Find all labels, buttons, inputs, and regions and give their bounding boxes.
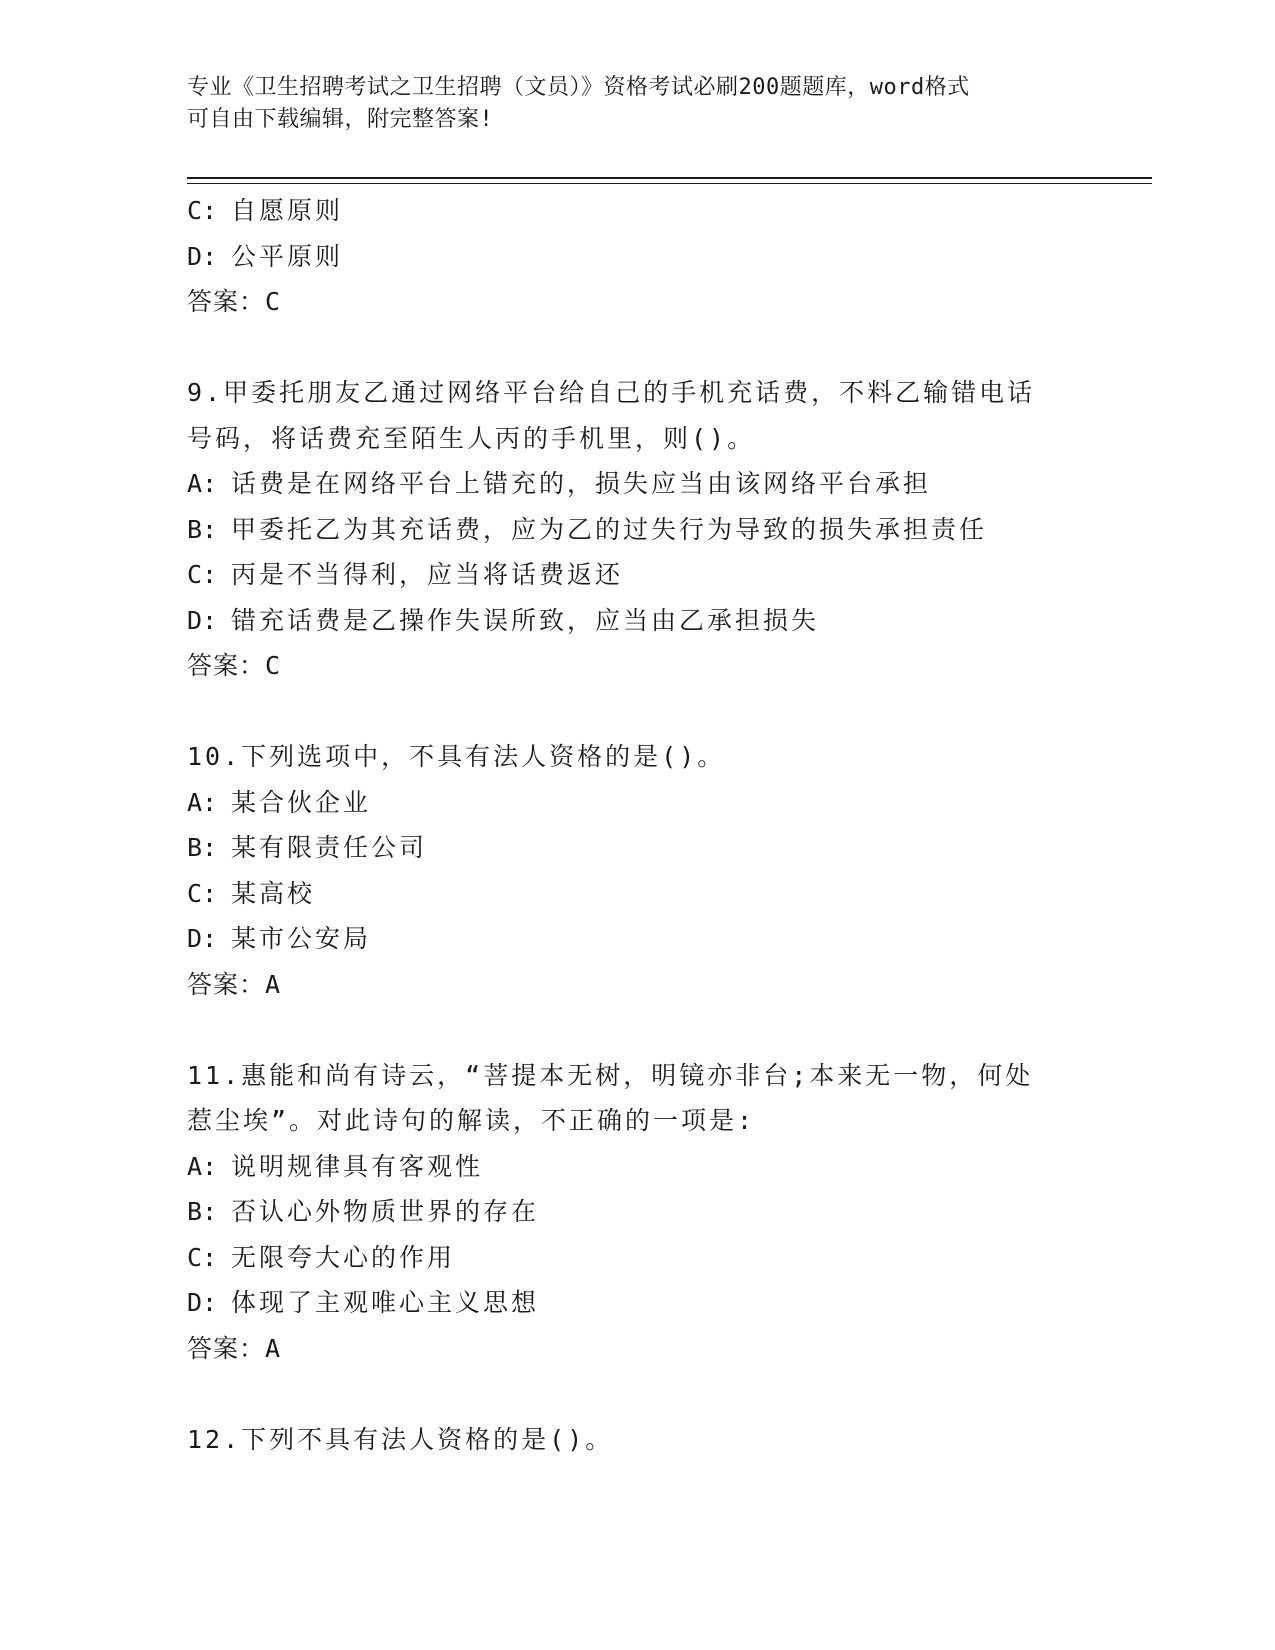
question-stem: 10.下列选项中，不具有法人资格的是()。 [187, 742, 726, 771]
question-block-11 [187, 1053, 1087, 1372]
answer-value: A [265, 969, 282, 999]
question-block-12 [187, 1417, 1087, 1463]
question-stem: 9.甲委托朋友乙通过网络平台给自己的手机充话费，不料乙输错电话 [187, 378, 1036, 407]
document-header [187, 72, 1067, 136]
question-list [187, 188, 1087, 1462]
option-d: D: 某市公安局 [187, 924, 372, 953]
option-c: C: 自愿原则 [187, 196, 344, 225]
option-b: B: 否认心外物质世界的存在 [187, 1197, 540, 1226]
answer-line: 答案：A [187, 1333, 282, 1363]
header-divider-thick [187, 177, 1152, 179]
question-stem: 11.惠能和尚有诗云，“菩提本无树，明镜亦非台;本来无一物，何处 [187, 1060, 1034, 1090]
option-c: C: 无限夸大心的作用 [187, 1242, 456, 1272]
question-block-9 [187, 370, 1087, 689]
option-a: A: 某合伙企业 [187, 787, 372, 817]
answer-value: A [265, 1333, 282, 1363]
option-b: B: 某有限责任公司 [187, 833, 428, 862]
option-c: C: 某高校 [187, 878, 316, 908]
option-d: D: 错充话费是乙操作失误所致，应当由乙承担损失 [187, 605, 820, 635]
header-line-1: 专业《卫生招聘考试之卫生招聘（文员）》资格考试必刷200题题库，word格式 [187, 75, 970, 100]
answer-value: C [265, 651, 282, 680]
answer-line: 答案：C [187, 651, 282, 680]
header-line-2: 可自由下载编辑，附完整答案! [187, 107, 494, 132]
option-a: A: 话费是在网络平台上错充的，损失应当由该网络平台承担 [187, 469, 932, 498]
question-block-prev [187, 188, 1087, 325]
question-stem-cont: 惹尘埃”。对此诗句的解读，不正确的一项是: [187, 1106, 756, 1135]
option-a: A: 说明规律具有客观性 [187, 1151, 484, 1181]
question-stem: 12.下列不具有法人资格的是()。 [187, 1424, 614, 1454]
option-d: D: 体现了主观唯心主义思想 [187, 1288, 540, 1317]
question-stem-cont: 号码，将话费充至陌生人丙的手机里，则()。 [187, 423, 756, 453]
question-block-10 [187, 734, 1087, 1007]
answer-value: C [265, 287, 282, 316]
answer-line: 答案：C [187, 287, 282, 316]
header-divider-thin [187, 183, 1152, 184]
answer-line: 答案：A [187, 969, 282, 999]
option-d: D: 公平原则 [187, 241, 344, 271]
option-c: C: 丙是不当得利，应当将话费返还 [187, 560, 624, 589]
option-b: B: 甲委托乙为其充话费，应为乙的过失行为导致的损失承担责任 [187, 514, 988, 544]
